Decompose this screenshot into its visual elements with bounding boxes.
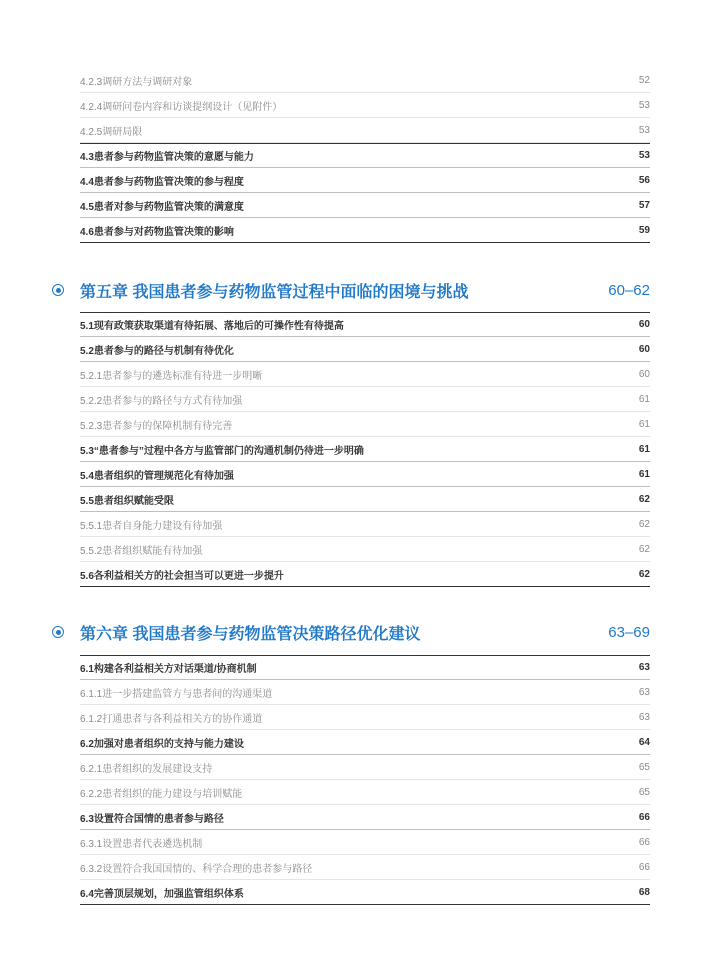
toc-row-title: 5.5.2患者组织赋能有待加强 <box>80 545 203 557</box>
toc-row-title: 5.6各利益相关方的社会担当可以更进一步提升 <box>80 570 284 582</box>
toc-row[interactable] <box>80 562 650 587</box>
toc-row[interactable] <box>80 93 650 118</box>
toc-row-page: 62 <box>638 568 650 580</box>
toc-row[interactable] <box>80 68 650 93</box>
chapter-5-heading[interactable] <box>52 277 650 303</box>
toc-row-title: 5.2.2患者参与的路径与方式有待加强 <box>80 395 243 407</box>
chapter-title: 第六章 我国患者参与药物监管决策路径优化建议 <box>80 625 421 643</box>
chapter-bullet-icon <box>52 284 64 296</box>
toc-row[interactable] <box>80 805 650 830</box>
toc-row-page: 66 <box>638 861 650 873</box>
toc-row-page: 56 <box>638 174 650 186</box>
toc-row[interactable] <box>80 412 650 437</box>
toc-row[interactable] <box>80 512 650 537</box>
toc-row-title: 5.3“患者参与”过程中各方与监管部门的沟通机制仍待进一步明确 <box>80 445 364 457</box>
toc-row[interactable] <box>80 337 650 362</box>
toc-row-page: 53 <box>638 99 650 111</box>
toc-section-4 <box>80 68 650 243</box>
toc-row-title: 6.2加强对患者组织的支持与能力建设 <box>80 738 244 750</box>
toc-row-title: 4.2.4调研问卷内容和访谈提纲设计（见附件） <box>80 101 283 113</box>
toc-row-page: 60 <box>638 368 650 380</box>
chapter-title: 第五章 我国患者参与药物监管过程中面临的困境与挑战 <box>80 283 469 301</box>
toc-row[interactable] <box>80 387 650 412</box>
chapter-bullet-icon <box>52 626 64 638</box>
toc-row[interactable] <box>80 462 650 487</box>
toc-row[interactable] <box>80 437 650 462</box>
toc-row-title: 6.1.1进一步搭建监管方与患者间的沟通渠道 <box>80 688 273 700</box>
toc-row[interactable] <box>80 118 650 143</box>
toc-row-page: 62 <box>638 543 650 555</box>
toc-row-page: 60 <box>638 343 650 355</box>
toc-row-page: 61 <box>638 443 650 455</box>
toc-row-page: 68 <box>638 886 650 898</box>
chapter-page-range: 63–69 <box>608 623 650 641</box>
toc-row[interactable] <box>80 362 650 387</box>
toc-row-title: 5.5患者组织赋能受限 <box>80 495 174 507</box>
toc-row[interactable] <box>80 168 650 193</box>
toc-row[interactable] <box>80 655 650 680</box>
toc-row-page: 62 <box>638 493 650 505</box>
toc-row-title: 6.1构建各利益相关方对话渠道/协商机制 <box>80 664 257 675</box>
toc-row-page: 59 <box>638 224 650 236</box>
toc-row-page: 61 <box>638 418 650 430</box>
toc-row[interactable] <box>80 537 650 562</box>
toc-row[interactable] <box>80 830 650 855</box>
toc-row[interactable] <box>80 312 650 337</box>
toc-row-title: 6.3.1设置患者代表遴选机制 <box>80 838 203 850</box>
toc-row[interactable] <box>80 193 650 218</box>
toc-row-title: 4.4患者参与药物监管决策的参与程度 <box>80 176 244 188</box>
toc-row-title: 5.2.1患者参与的遴选标准有待进一步明晰 <box>80 370 263 382</box>
toc-row-title: 5.4患者组织的管理规范化有待加强 <box>80 470 234 482</box>
toc-row[interactable] <box>80 218 650 243</box>
toc-row-title: 6.3设置符合国情的患者参与路径 <box>80 813 224 825</box>
toc-row-page: 53 <box>638 150 650 161</box>
toc-row-page: 65 <box>638 761 650 773</box>
toc-row[interactable] <box>80 143 650 168</box>
toc-row-title: 4.3患者参与药物监管决策的意愿与能力 <box>80 152 254 163</box>
toc-row-page: 66 <box>638 836 650 848</box>
toc-row-page: 64 <box>638 736 650 748</box>
toc-row-page: 53 <box>638 124 650 136</box>
toc-chapter-6 <box>80 655 650 905</box>
toc-row-title: 5.1现有政策获取渠道有待拓展、落地后的可操作性有待提高 <box>80 321 344 332</box>
toc-row-title: 6.2.2患者组织的能力建设与培训赋能 <box>80 788 243 800</box>
toc-row-title: 4.2.5调研局限 <box>80 126 143 138</box>
toc-row-page: 63 <box>638 711 650 723</box>
toc-row[interactable] <box>80 880 650 905</box>
toc-row[interactable] <box>80 487 650 512</box>
toc-row-page: 61 <box>638 468 650 480</box>
toc-row[interactable] <box>80 780 650 805</box>
toc-row-title: 5.2患者参与的路径与机制有待优化 <box>80 345 234 357</box>
toc-row-page: 62 <box>638 518 650 530</box>
toc-chapter-5 <box>80 312 650 587</box>
toc-row-page: 63 <box>638 662 650 673</box>
toc-row-page: 66 <box>638 811 650 823</box>
toc-row-title: 5.2.3患者参与的保障机制有待完善 <box>80 420 233 432</box>
toc-row-title: 5.5.1患者自身能力建设有待加强 <box>80 520 223 532</box>
toc-row-title: 6.4完善顶层规划，加强监管组织体系 <box>80 888 244 900</box>
toc-row-title: 4.2.3调研方法与调研对象 <box>80 76 193 88</box>
toc-row-page: 52 <box>638 74 650 86</box>
toc-row-title: 6.1.2打通患者与各利益相关方的协作通道 <box>80 713 263 725</box>
toc-row-title: 6.2.1患者组织的发展建设支持 <box>80 763 213 775</box>
toc-row-page: 63 <box>638 686 650 698</box>
toc-row-page: 60 <box>638 319 650 330</box>
toc-row[interactable] <box>80 855 650 880</box>
chapter-6-heading[interactable] <box>52 619 650 645</box>
toc-row[interactable] <box>80 730 650 755</box>
toc-row-page: 65 <box>638 786 650 798</box>
toc-row-title: 4.6患者参与对药物监管决策的影响 <box>80 226 234 238</box>
toc-row-page: 61 <box>638 393 650 405</box>
toc-row-title: 4.5患者对参与药物监管决策的满意度 <box>80 201 244 213</box>
toc-row[interactable] <box>80 705 650 730</box>
toc-row[interactable] <box>80 680 650 705</box>
toc-row[interactable] <box>80 755 650 780</box>
toc-row-page: 57 <box>638 199 650 211</box>
chapter-page-range: 60–62 <box>608 281 650 299</box>
toc-row-title: 6.3.2设置符合我国国情的、科学合理的患者参与路径 <box>80 863 313 875</box>
